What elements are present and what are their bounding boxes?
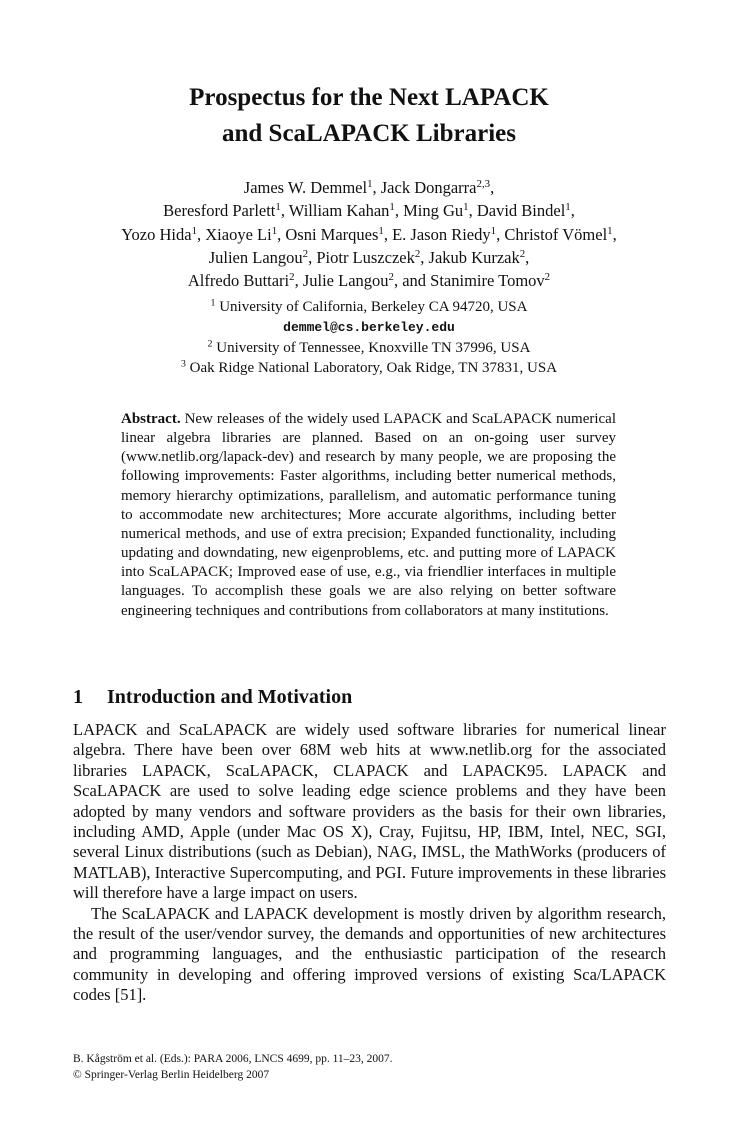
affiliation-2 xyxy=(0,338,738,358)
abstract xyxy=(121,410,616,621)
author-line xyxy=(0,269,738,292)
footer-copyright: © Springer-Verlag Berlin Heidelberg 2007 xyxy=(73,1068,270,1081)
affiliation-3 xyxy=(0,358,738,378)
author-name: , and Stanimire Tomov xyxy=(393,271,545,291)
author-name: Beresford Parlett xyxy=(163,201,276,221)
affiliations xyxy=(0,297,738,378)
section-body xyxy=(73,720,666,1006)
author-affiliation-mark: 2 xyxy=(302,247,309,260)
affiliation-2-mark: 2 xyxy=(207,338,213,350)
author-affiliation-mark: 1 xyxy=(191,224,197,237)
body-paragraph-1: LAPACK and ScaLAPACK are widely used software libraries for numerical linear algebra. There have been over 68M web hits at www.netlib.org for the associated libraries LAPACK, ScaLAPACK, CLAPACK and LAPACK95. LAPACK and ScaLAPACK are used to solve leading edge science problems and they have been adopted by many vendors and software providers as the basis for their own libraries, including AMD, Apple (under Mac OS X), Cray, Fujitsu, HP, IBM, Intel, NEC, SGI, several Linux distributions (such as Debian), NAG, IMSL, the MathWorks (producers of MATLAB), Interactive Supercomputing, and PGI. Future improvements in these libraries will therefore have a large impact on users. xyxy=(73,720,666,903)
abstract-label: Abstract. xyxy=(121,411,181,427)
affiliation-3-text: Oak Ridge National Laboratory, Oak Ridge, TN 37831, USA xyxy=(189,360,558,376)
author-affiliation-mark: 1 xyxy=(565,201,571,214)
author-affiliation-mark: 2,3 xyxy=(476,178,491,191)
author-name: , xyxy=(525,247,530,267)
author-name: , Xiaoye Li xyxy=(197,224,272,244)
author-name: , E. Jason Riedy xyxy=(383,224,491,244)
author-name: Yozo Hida xyxy=(121,224,192,244)
author-affiliation-mark: 2 xyxy=(289,271,295,284)
section-number: 1 xyxy=(73,686,83,708)
section-heading xyxy=(73,683,352,711)
affiliation-1-mark: 1 xyxy=(210,297,216,309)
author-line xyxy=(0,176,738,199)
author-affiliation-mark: 2 xyxy=(519,247,526,260)
author-affiliation-mark: 2 xyxy=(388,271,394,284)
author-affiliation-mark: 1 xyxy=(463,201,469,214)
author-name: , Piotr Luszczek xyxy=(308,247,415,267)
author-name: , xyxy=(612,224,617,244)
author-name: Julien Langou xyxy=(208,247,303,267)
affiliation-email xyxy=(0,317,738,338)
body-paragraph-2: The ScaLAPACK and LAPACK development is mostly driven by algorithm research, the result of the user/vendor survey, the demands and opportunities of new architectures and programming languages, and the enthusiastic participation of the research community in developing and offering improved versions of existing Sca/LAPACK codes [51]. xyxy=(73,903,666,1005)
email-address[interactable]: demmel@cs.berkeley.edu xyxy=(283,320,455,335)
page-footer xyxy=(73,1052,393,1083)
author-name: , Jakub Kurzak xyxy=(420,247,520,267)
author-name: , Jack Dongarra xyxy=(372,178,477,197)
title-line-1: Prospectus for the Next LAPACK xyxy=(189,84,549,111)
section-title: Introduction and Motivation xyxy=(107,686,353,708)
author-name: , Christof Vömel xyxy=(496,224,608,244)
author-list xyxy=(0,176,738,292)
author-name: Alfredo Buttari xyxy=(187,271,290,291)
author-affiliation-mark: 2 xyxy=(544,271,551,284)
abstract-text: New releases of the widely used LAPACK and ScaLAPACK numerical linear algebra libraries are planned. Based on an on-going user survey (www.netlib.org/lapack-dev) and research by many people, we are proposing the following improvements: Faster algorithms, including better numerical methods, memory hierarchy optimizations, parallelism, and automatic performance tuning to accommodate new architectures; More accurate algorithms, including better numerical methods, and use of extra precision; Expanded functionality, including updating and downdating, new eigenproblems, etc. and putting more of LAPACK into ScaLAPACK; Improved ease of use, e.g., via friendlier interfaces in multiple languages. To accomplish these goals we are also relying on better software engineering techniques and contributions from collaborators at many institutions. xyxy=(121,411,617,619)
paper-title xyxy=(0,80,738,152)
author-name: James W. Demmel xyxy=(243,178,368,197)
affiliation-3-mark: 3 xyxy=(180,358,186,370)
author-affiliation-mark: 1 xyxy=(389,201,395,214)
author-line xyxy=(0,199,738,222)
affiliation-2-text: University of Tennessee, Knoxville TN 37996, USA xyxy=(216,340,531,356)
author-line xyxy=(0,223,738,246)
author-name: , William Kahan xyxy=(280,201,390,221)
affiliation-1 xyxy=(0,297,738,317)
author-affiliation-mark: 1 xyxy=(275,201,281,214)
author-affiliation-mark: 1 xyxy=(490,224,497,237)
author-affiliation-mark: 1 xyxy=(367,178,373,191)
author-name: , Osni Marques xyxy=(277,224,379,244)
author-affiliation-mark: 1 xyxy=(271,224,278,237)
author-affiliation-mark: 2 xyxy=(414,247,421,260)
author-name: , Julie Langou xyxy=(294,271,389,291)
author-affiliation-mark: 1 xyxy=(607,224,613,237)
affiliation-1-text: University of California, Berkeley CA 94720, USA xyxy=(219,299,528,315)
footer-citation: B. Kågström et al. (Eds.): PARA 2006, LNCS 4699, pp. 11–23, 2007. xyxy=(73,1053,393,1065)
author-name: , xyxy=(570,201,575,221)
author-name: , David Bindel xyxy=(468,201,566,221)
author-name: , Ming Gu xyxy=(394,201,464,221)
author-line xyxy=(0,246,738,269)
author-affiliation-mark: 1 xyxy=(378,224,384,237)
author-name: , xyxy=(490,178,495,197)
title-line-2: and ScaLAPACK Libraries xyxy=(222,120,516,147)
